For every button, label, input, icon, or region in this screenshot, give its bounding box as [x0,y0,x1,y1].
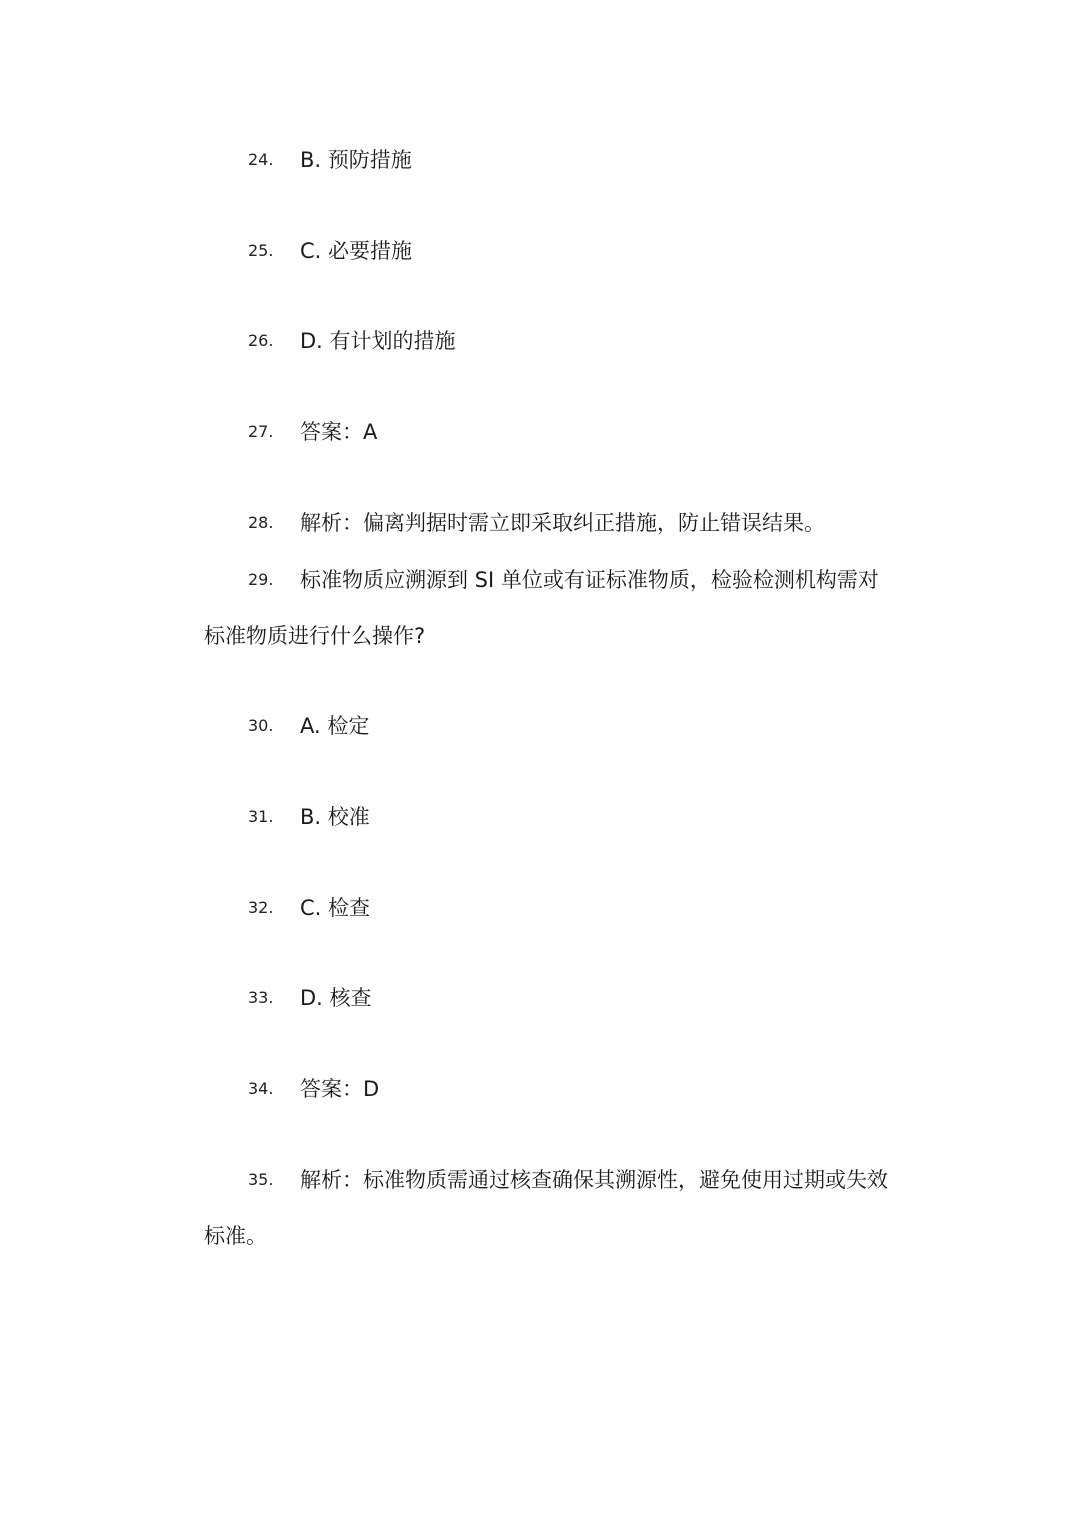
item-number: 27. [248,422,274,441]
question-text: 标准物质应溯源到 SI 单位或有证标准物质，检验检测机构需对 [300,568,879,592]
list-item [204,1069,924,1109]
list-item [204,706,924,746]
item-number: 34. [248,1079,274,1098]
explanation-text: 解析：标准物质需通过核查确保其溯源性，避免使用过期或失效 [300,1168,888,1192]
item-number: 35. [248,1170,274,1189]
item-number: 26. [248,331,274,350]
list-item [204,1160,924,1200]
list-item [204,412,924,452]
answer-text: 答案：D [300,1077,380,1101]
list-item [204,978,924,1018]
list-item [204,797,924,837]
list-item [204,503,924,543]
item-text: A. 检定 [300,714,370,738]
item-text: D. 有计划的措施 [300,329,456,353]
item-number: 32. [248,898,274,917]
item-text: C. 检查 [300,896,371,920]
explanation-text-continuation: 标准。 [204,1224,267,1248]
item-text: B. 预防措施 [300,148,412,172]
list-item [204,231,924,271]
item-number: 29. [248,570,274,589]
item-text: C. 必要措施 [300,239,413,263]
list-item [204,140,924,180]
list-item [204,888,924,928]
explanation-text: 解析：偏离判据时需立即采取纠正措施，防止错误结果。 [300,511,825,535]
item-text: D. 核查 [300,986,372,1010]
item-number: 25. [248,241,274,260]
item-number: 28. [248,513,274,532]
item-number: 31. [248,807,274,826]
list-item [204,321,924,361]
item-number: 24. [248,150,274,169]
question-text-continuation: 标准物质进行什么操作? [204,624,426,648]
item-number: 33. [248,988,274,1007]
question-item [204,560,924,600]
answer-text: 答案：A [300,420,378,444]
item-text: B. 校准 [300,805,370,829]
item-number: 30. [248,716,274,735]
